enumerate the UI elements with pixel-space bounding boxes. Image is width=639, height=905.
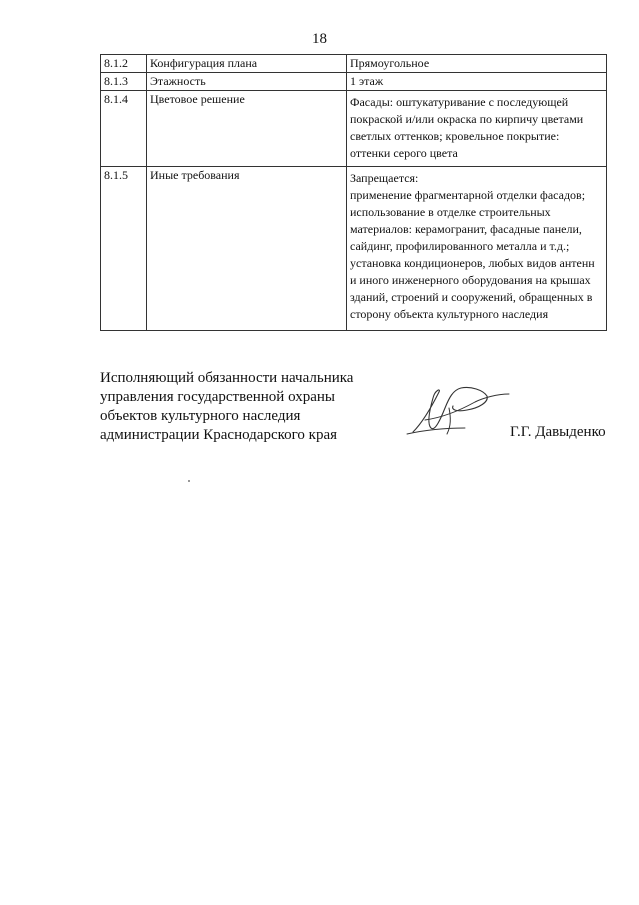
row-value bbox=[347, 167, 607, 331]
row-name: Конфигурация плана bbox=[147, 55, 347, 73]
signer-name: Г.Г. Давыденко bbox=[510, 424, 606, 440]
scan-dot bbox=[188, 480, 190, 482]
value-line: Фасады: оштукатуривание с последующей bbox=[350, 95, 569, 109]
row-number: 8.1.5 bbox=[101, 167, 147, 331]
table-row bbox=[101, 73, 607, 91]
position-line: Исполняющий обязанности начальника bbox=[100, 370, 354, 386]
row-number: 8.1.2 bbox=[101, 55, 147, 73]
signer-position bbox=[100, 369, 380, 445]
row-value bbox=[347, 91, 607, 167]
row-name: Цветовое решение bbox=[147, 91, 347, 167]
value-line: покраской и/или окраска по кирпичу цветами bbox=[350, 112, 584, 126]
row-name: Иные требования bbox=[147, 167, 347, 331]
value-line: Запрещается: bbox=[350, 171, 419, 185]
position-line: администрации Краснодарского края bbox=[100, 427, 338, 443]
requirements-table bbox=[100, 54, 607, 331]
value-line: использование в отделке строительных bbox=[350, 205, 551, 219]
table-row bbox=[101, 167, 607, 331]
value-line: светлых оттенков; кровельное покрытие: bbox=[350, 129, 560, 143]
value-line: сторону объекта культурного наследия bbox=[350, 307, 549, 321]
row-value bbox=[347, 73, 607, 91]
table-row bbox=[101, 91, 607, 167]
row-number: 8.1.4 bbox=[101, 91, 147, 167]
value-line: 1 этаж bbox=[350, 74, 384, 88]
value-line: зданий, строений и сооружений, обращенных в bbox=[350, 290, 593, 304]
position-line: объектов культурного наследия bbox=[100, 408, 301, 424]
value-line: материалов: керамогранит, фасадные панели, bbox=[350, 222, 582, 236]
row-name: Этажность bbox=[147, 73, 347, 91]
position-line: управления государственной охраны bbox=[100, 389, 335, 405]
handwritten-signature bbox=[405, 378, 515, 440]
value-line: установка кондиционеров, любых видов антенн bbox=[350, 256, 595, 270]
table-row bbox=[101, 55, 607, 73]
value-line: оттенки серого цвета bbox=[350, 146, 458, 160]
page-number: 18 bbox=[312, 31, 327, 47]
value-line: Прямоугольное bbox=[350, 56, 430, 70]
value-line: применение фрагментарной отделки фасадов; bbox=[350, 188, 586, 202]
value-line: сайдинг, профилированного металла и т.д.; bbox=[350, 239, 570, 253]
value-line: и иного инженерного оборудования на крышах bbox=[350, 273, 591, 287]
row-value bbox=[347, 55, 607, 73]
row-number: 8.1.3 bbox=[101, 73, 147, 91]
